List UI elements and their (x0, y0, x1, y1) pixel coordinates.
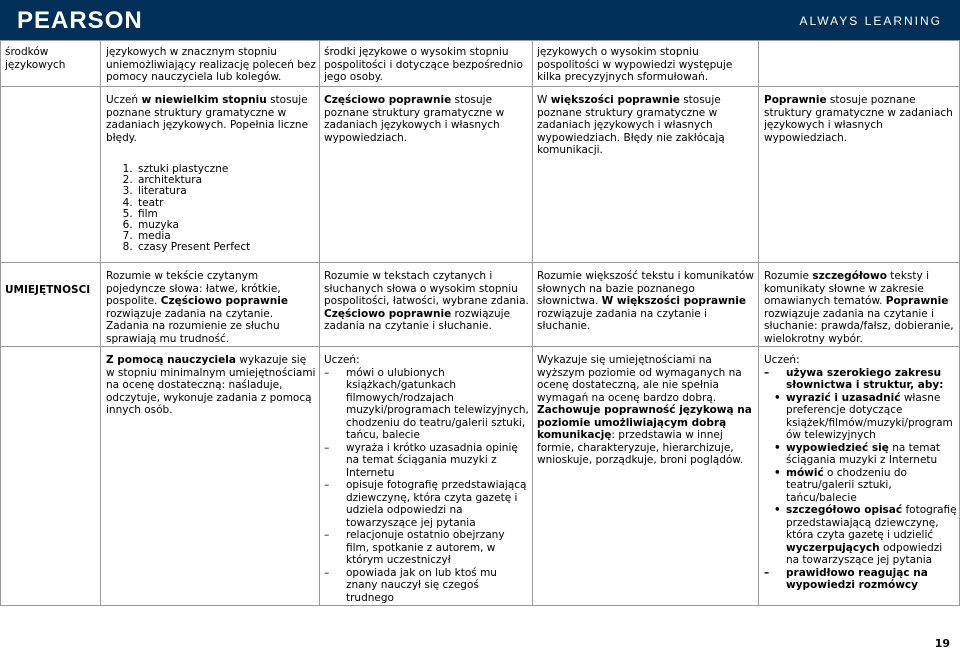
tagline: ALWAYS LEARNING (799, 14, 942, 28)
table-border-bottom (0, 605, 960, 606)
list-item: • szczegółowo opisać fotografię przedstawiającą dziewczynę, która czyta gazetę i udzielić wyczerpujących odpowiedzi na towarzyszące jej pytania (764, 504, 957, 567)
col-divider (0, 40, 1, 606)
list-item: 3. literatura (136, 186, 316, 197)
list-item: – opowiada jak on lub ktoś mu znany nauczył się czegoś trudnego (324, 567, 529, 605)
production-grade-2: Z pomocą nauczyciela wykazuje się w stopniu minimalnym umiejętnościami na ocenę dostateczną: naśladuje, odczytuje, wykonuje zadania z pomocą innych osób. (106, 354, 316, 416)
list-item: 5. film (136, 209, 316, 220)
col-divider (758, 40, 759, 606)
list-item: 4. teatr (136, 198, 316, 209)
topics-list (106, 164, 316, 254)
reception-grade-2: Rozumie w tekście czytanym pojedyncze słowa: łatwe, krótkie, pospolite. Częściowo poprawnie rozwiązuje zadania na czytanie. Zadania na rozumienie ze słuchu sprawiają mu trudność. (106, 270, 288, 345)
list-item: – wyraża i krótko uzasadnia opinię na temat ściągania muzyki z Internetu (324, 442, 529, 480)
list-item: 2. architektura (136, 175, 316, 186)
grade-3-cell: środki językowe o wysokim stopniu pospolitości i dotyczące bezpośrednio jego osoby. (324, 46, 523, 83)
col-divider (319, 40, 320, 606)
pearson-header-bar (0, 0, 960, 40)
list-item: – mówi o ulubionych książkach/gatunkach filmowych/rodzajach muzyki/programach telewizyjnych, chodzeniu do teatru/galerii sztuki, tańcu, balecie (324, 367, 529, 442)
page-number: 19 (934, 636, 950, 650)
table-border-top (0, 40, 960, 41)
pearson-logo: PEARSON (17, 7, 143, 34)
list-item: 1. sztuki plastyczne (136, 164, 316, 175)
section-label-skills: UMIEJĘTNOŚCI (5, 284, 91, 296)
row-divider (0, 346, 960, 347)
reception-grade-5: Rozumie szczegółowo teksty i komunikaty słowne w zakresie omawianych tematów. Poprawnie rozwiązuje zadania na czytanie i słuchanie: prawda/fałsz, dobieranie, wielokrotny wybór. (764, 270, 954, 345)
list-item: – relacjonuje ostatnio obejrzany film, spotkanie z autorem, w którym uczestniczył (324, 529, 529, 567)
list-item: 7. media (136, 231, 316, 242)
list-item: – opisuje fotografię przedstawiającą dziewczynę, która czyta gazetę i udziela odpowiedzi na towarzyszące jej pytania (324, 479, 529, 529)
production-grade-5: Uczeń: – używa szerokiego zakresu słownictwa i struktur, aby: • wyrazić i uzasadnić własne preferencje dotyczące książek/filmów/muzyki/program ów telewizyjnych • wypowiedzieć się na temat ściągania muzyki z Internetu • mówić o chodzeniu do teatru/galerii sztuki, tańcu/balecie • szczegółowo opisać fotografię przedstawiającą dziewczynę, która czyta gazetę i udzielić wyczerpujących odpowiedzi na towarzyszące jej pytania – prawidłowo reagując na wypowiedzi rozmówcy (764, 354, 957, 592)
production-grade-4: Wykazuje się umiejętnościami na wyższym poziomie od wymaganych na ocenę dostateczną, ale nie spełnia wymagań na ocenę bardzo dobrą. Zachowuje poprawność językową na poziomie umożliwiającym dobrą komunikację: przedstawia w innej formie, charakteryzuje, hierarchizuje, wnioskuje, porządkuje, broni poglądów. (537, 354, 752, 466)
reception-grade-4: Rozumie większość tekstu i komunikatów słownych na bazie poznanego słownictwa. W większości poprawnie rozwiązuje zadania na czytanie i słuchanie. (537, 270, 754, 332)
grade-2-cell: językowych w znacznym stopniu uniemożliwiający realizację poleceń bez pomocy nauczyciela lub kolegów. (106, 46, 316, 83)
criteria-label: środków językowych (5, 46, 66, 71)
list-item: 6. muzyka (136, 220, 316, 231)
col-divider (532, 40, 533, 606)
row-divider (0, 86, 960, 87)
row-divider (0, 262, 960, 263)
list-item: – prawidłowo reagując na wypowiedzi rozmówcy (764, 567, 957, 592)
grammar-grade-3: Częściowo poprawnie stosuje poznane struktury gramatyczne w zadaniach językowych i własnych wypowiedziach. (324, 94, 505, 144)
production-grade-3: Uczeń: – mówi o ulubionych książkach/gatunkach filmowych/rodzajach muzyki/programach telewizyjnych, chodzeniu do teatru/galerii sztuki, tańcu, balecie – wyraża i krótko uzasadnia opinię na temat ściągania muzyki z Internetu – opisuje fotografię przedstawiającą dziewczynę, która czyta gazetę i udziela odpowiedzi na towarzyszące jej pytania – relacjonuje ostatnio obejrzany film, spotkanie z autorem, w którym uczestniczył – opowiada jak on lub ktoś mu znany nauczył się czegoś trudnego (324, 354, 529, 604)
reception-grade-3: Rozumie w tekstach czytanych i słuchanych słowa o wysokim stopniu pospolitości, łatwości, wybrane zdania. Częściowo poprawnie rozwiązuje zadania na czytanie i słuchanie. (324, 270, 529, 332)
list-item: 8. czasy Present Perfect (136, 242, 316, 253)
list-item: – używa szerokiego zakresu słownictwa i struktur, aby: (764, 367, 957, 392)
col-divider (100, 40, 101, 606)
grammar-grade-4: W większości poprawnie stosuje poznane struktury gramatyczne w zadaniach językowych i własnych wypowiedziach. Błędy nie zakłócają komunikacji. (537, 94, 725, 156)
list-item: • mówić o chodzeniu do teatru/galerii sztuki, tańcu/balecie (764, 467, 957, 505)
grade-4-cell: językowych o wysokim stopniu pospolitości w wypowiedzi występuje kilka precyzyjnych sformułowań. (537, 46, 733, 83)
grammar-grade-5: Poprawnie stosuje poznane struktury gramatyczne w zadaniach językowych i własnych wypowiedziach. (764, 94, 953, 144)
list-item: • wyrazić i uzasadnić własne preferencje dotyczące książek/filmów/muzyki/program ów telewizyjnych (764, 392, 957, 442)
grammar-grade-2: Uczeń w niewielkim stopniu stosuje poznane struktury gramatyczne w zadaniach językowych. Popełnia liczne błędy. (106, 94, 309, 144)
grading-table (0, 40, 960, 606)
list-item: • wypowiedzieć się na temat ściągania muzyki z Internetu (764, 442, 957, 467)
